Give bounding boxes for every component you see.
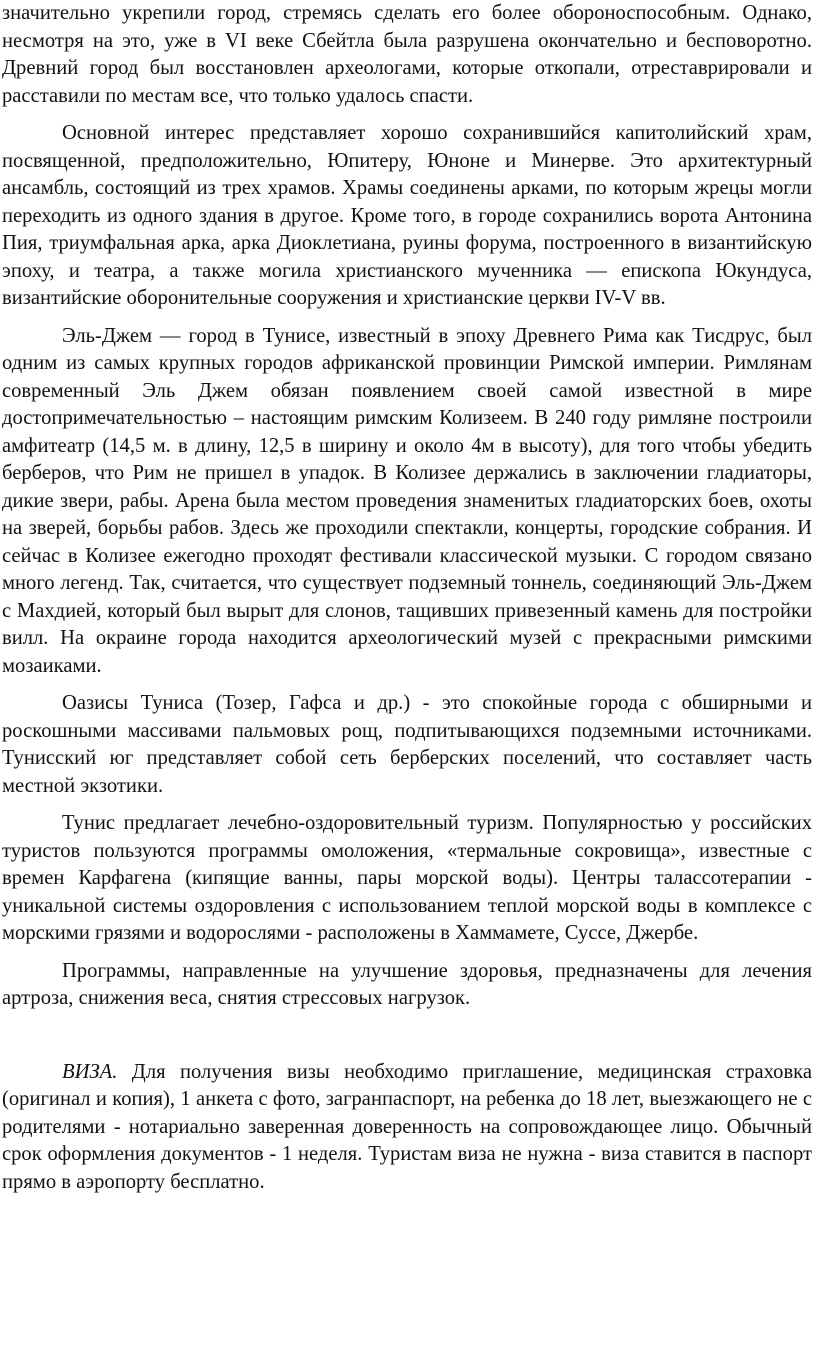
visa-text: Для получения визы необходимо приглашение, медицинская страховка (оригинал и копия), 1 анкета с фото, загранпаспорт, на ребенка до 18 лет, выезжающего не с родителями - нотариально заверенная доверенность на сопровождающее лицо. Обычный срок оформления документов - 1 неделя. Туристам виза не нужна - виза ставится в паспорт прямо в аэропорту бесплатно.: [2, 1060, 812, 1193]
paragraph-sbeitla-end: значительно укрепили город, стремясь сделать его более обороноспособным. Однако, несмотря на это, уже в VI веке Сбейтла была разрушена окончательно и бесповоротно. Древний город был восстановлен археологами, которые откопали, отреставрировали и расставили по местам все, что только удалось спасти.: [2, 2, 812, 107]
paragraph-capitol-temple: Основной интерес представляет хорошо сохранившийся капитолийский храм, посвященной, предположительно, Юпитеру, Юноне и Минерве. Это архитектурный ансамбль, состоящий из трех храмов. Храмы соединены арками, по которым жрецы могли переходить из одного здания в другое. Кроме того, в городе сохранились ворота Антонина Пия, триумфальная арка, арка Диоклетиана, руины форума, построенного в византийскую эпоху, и театра, а также могила христианского мученника — епископа Юкундуса, византийские оборонительные сооружения и христианские церкви IV-V вв.: [2, 122, 812, 309]
paragraph-visa: [2, 1059, 812, 1197]
visa-label: ВИЗА.: [62, 1060, 118, 1083]
paragraph-health-programs: Программы, направленные на улучшение здоровья, предназначены для лечения артроза, снижения веса, снятия стрессовых нагрузок.: [2, 959, 812, 1009]
paragraph-health-tourism: Тунис предлагает лечебно-оздоровительный туризм. Популярностью у российских туристов пользуются программы омоложения, «термальные сокровища», известные с времен Карфагена (кипящие ванны, пары морской воды). Центры талассотерапии - уникальной системы оздоровления с использованием теплой морской воды в комплексе с морскими грязями и водорослями - расположены в Хаммамете, Суссе, Джербе.: [2, 812, 812, 944]
paragraph-el-djem: Эль-Джем — город в Тунисе, известный в эпоху Древнего Рима как Тисдрус, был одним из самых крупных городов африканской провинции Римской империи. Римлянам современный Эль Джем обязан появлением своей самой известной в мире достопримечательностью – настоящим римским Колизеем. В 240 году римляне построили амфитеатр (14,5 м. в длину, 12,5 в ширину и около 4м в высоту), для того чтобы убедить берберов, что Рим не пришел в упадок. В Колизее держались в заключении гладиаторы, дикие звери, рабы. Арена была местом проведения знаменитых гладиаторских боев, охоты на зверей, борьбы рабов. Здесь же проходили спектакли, концерты, городские собрания. И сейчас в Колизее ежегодно проходят фестивали классической музыки. С городом связано много легенд. Так, считается, что существует подземный тоннель, соединяющий Эль-Джем с Махдией, который был вырыт для слонов, тащивших привезенный камень для постройки вилл. На окраине города находится археологический музей с прекрасными римскими мозаиками.: [2, 324, 812, 677]
paragraph-oases: Оазисы Туниса (Тозер, Гафса и др.) - это спокойные города с обширными и роскошными массивами пальмовых рощ, подпитывающихся подземными источниками. Тунисский юг представляет собой сеть берберских поселений, что составляет часть местной экзотики.: [2, 692, 812, 797]
